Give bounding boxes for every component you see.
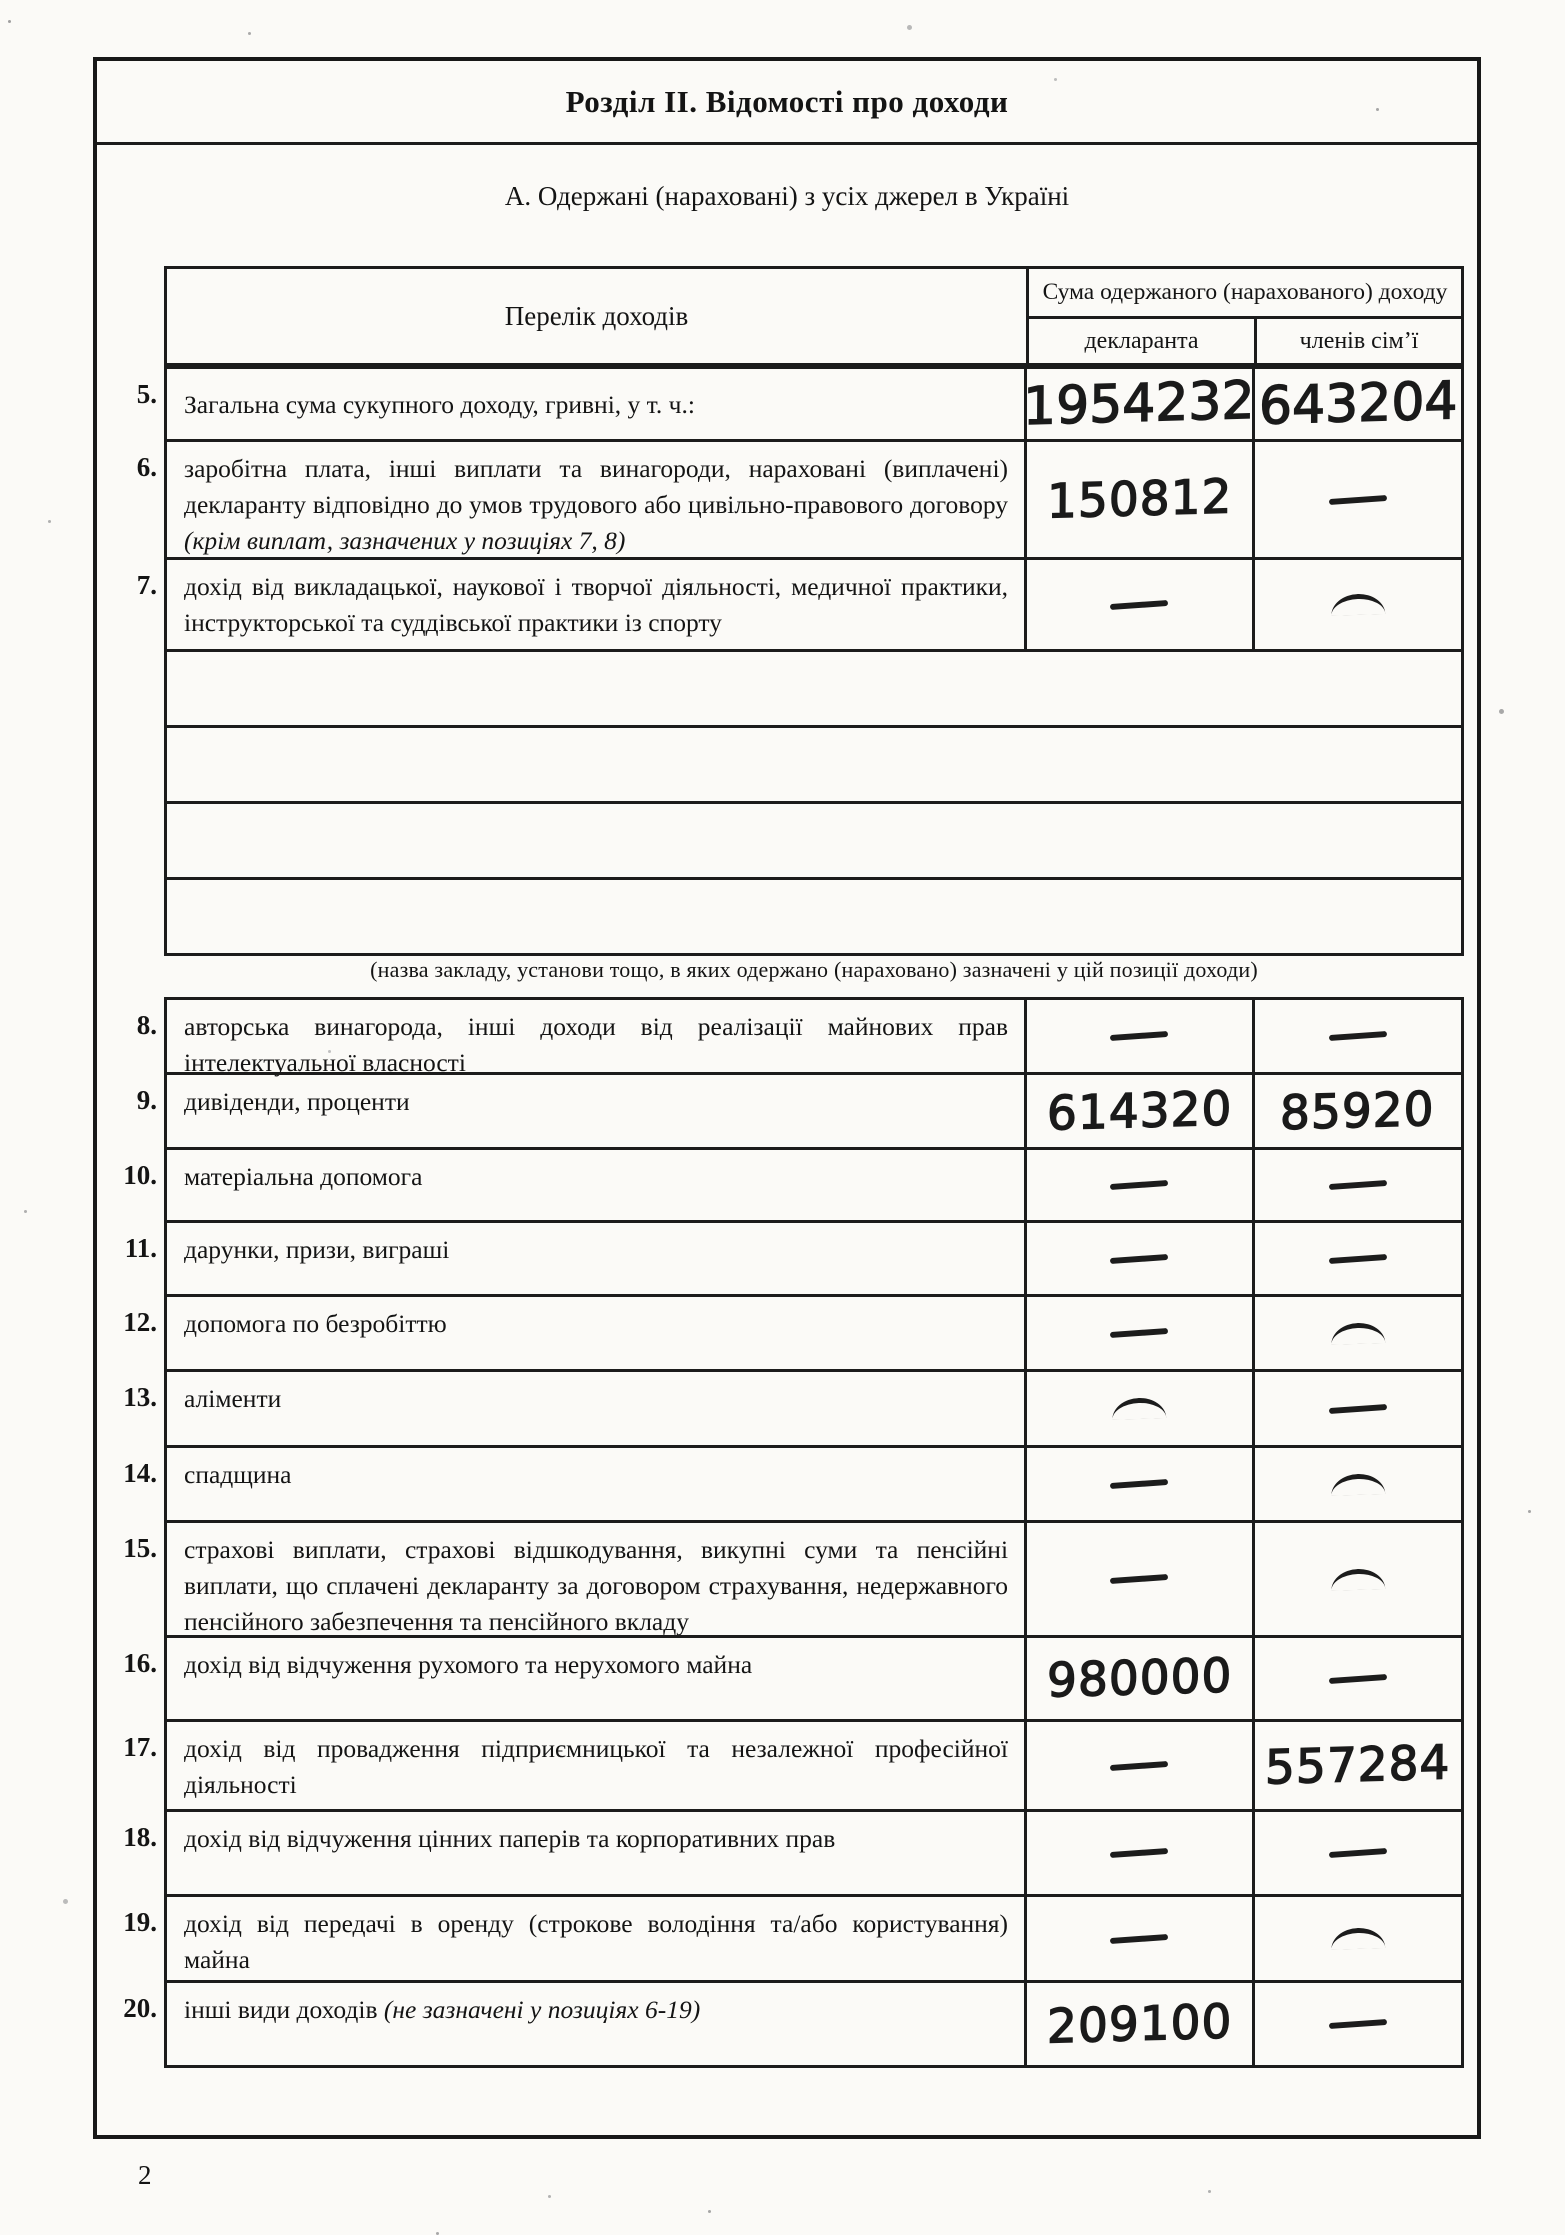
- dash-mark: [1110, 1031, 1168, 1041]
- blank-ruled-row: [167, 725, 1461, 801]
- declarant-value-cell: [1027, 442, 1254, 557]
- table-row: [123, 1147, 1461, 1220]
- declarant-value-cell: [1027, 1297, 1254, 1369]
- family-value-cell: [1255, 1150, 1462, 1220]
- dash-mark: [1110, 1933, 1168, 1943]
- declarant-value-cell: [1027, 1638, 1254, 1719]
- sum-subheaders: [1029, 319, 1461, 363]
- column-header-sum: Сума одержаного (нарахованого) доходу: [1029, 269, 1461, 319]
- declarant-value-cell: [1027, 1372, 1254, 1445]
- declarant-value-cell: [1027, 1983, 1254, 2065]
- family-value-cell: [1255, 1983, 1462, 2065]
- table-row: [123, 1809, 1461, 1894]
- row-label-italic: (не зазначені у позиціях 6-19): [383, 1995, 701, 2024]
- declarant-value-cell: [1027, 1523, 1254, 1635]
- handwritten-value: 557284: [1264, 1735, 1451, 1796]
- row-label: заробітна плата, інші виплати та винагороди, нараховані (виплачені) декларанту відповідно до умов трудового або цивільно-правового договору (крім виплат, зазначених у позиціях 7, 8): [167, 442, 1027, 557]
- declarant-value-cell: [1027, 1812, 1254, 1894]
- row-number: 13.: [123, 1382, 157, 1412]
- declarant-value-cell: [1027, 1000, 1254, 1072]
- row-label: дохід від провадження підприємницької та незалежної професійної діяльності: [167, 1722, 1027, 1809]
- table-row: [136, 439, 1461, 557]
- family-value-cell: [1255, 1372, 1462, 1445]
- income-table-main: [123, 997, 1464, 2068]
- handwritten-value: 85920: [1280, 1081, 1436, 1141]
- dash-mark: [1110, 1574, 1168, 1584]
- column-header-sum-group: [1029, 269, 1461, 363]
- row-number: 18.: [123, 1822, 157, 1852]
- form-border: [93, 57, 1481, 2139]
- row-number: 11.: [124, 1233, 157, 1263]
- dash-mark: [1329, 1031, 1387, 1041]
- page-number: 2: [138, 2160, 152, 2190]
- handwritten-value: 643204: [1258, 371, 1458, 437]
- row-number: 14.: [123, 1458, 157, 1488]
- curve-dash-mark: [1330, 1568, 1385, 1591]
- dash-mark: [1110, 1848, 1168, 1858]
- table-row: [136, 1072, 1461, 1147]
- table-row: [123, 1520, 1461, 1637]
- family-value-cell: [1255, 442, 1462, 557]
- family-value-cell: [1255, 1297, 1462, 1369]
- dash-mark: [1329, 494, 1387, 504]
- dash-mark: [1110, 599, 1168, 609]
- blank-ruled-row: [167, 649, 1461, 725]
- handwritten-value: 614320: [1046, 1080, 1233, 1142]
- row-number: 19.: [123, 1907, 157, 1937]
- dash-mark: [1329, 1403, 1387, 1413]
- blank-ruled-row: [167, 877, 1461, 953]
- family-value-cell: [1255, 1075, 1462, 1147]
- family-value-cell: [1255, 1223, 1462, 1294]
- table-row: [123, 1719, 1461, 1809]
- declarant-value-cell: [1027, 1448, 1254, 1520]
- table-row: [123, 1980, 1461, 2065]
- row-number: 16.: [123, 1648, 157, 1678]
- row-label: допомога по безробіттю: [167, 1297, 1027, 1369]
- dash-mark: [1110, 1328, 1168, 1338]
- row-label: дохід від відчуження цінних паперів та корпоративних прав: [167, 1812, 1027, 1894]
- row-label: дарунки, призи, виграші: [167, 1223, 1027, 1294]
- declarant-value-cell: [1027, 1150, 1254, 1220]
- section-heading: А. Одержані (нараховані) з усіх джерел в Україні: [504, 181, 1070, 211]
- table-row: [123, 1369, 1461, 1445]
- institution-caption: (назва закладу, установи тощо, в яких одержано (нараховано) зазначені у цій позиції доходи): [370, 957, 1258, 982]
- family-value-cell: [1255, 1000, 1462, 1072]
- family-value-cell: [1255, 1448, 1462, 1520]
- table-row: [124, 1220, 1461, 1294]
- dash-mark: [1110, 1253, 1168, 1263]
- table-row: [136, 1000, 1461, 1078]
- row-number: 6.: [136, 452, 157, 482]
- row-number: 10.: [123, 1160, 157, 1190]
- page-title: Розділ II. Відомості про доходи: [565, 83, 1009, 119]
- row-label: дохід від передачі в оренду (строкове володіння та/або користування) майна: [167, 1897, 1027, 1980]
- table-header: [167, 269, 1461, 366]
- row-number: 8.: [136, 1010, 157, 1040]
- declarant-value-cell: [1027, 1223, 1254, 1294]
- row-number: 7.: [136, 570, 157, 600]
- dash-mark: [1329, 1673, 1387, 1683]
- family-value-cell: [1255, 1638, 1462, 1719]
- row-label: дивіденди, проценти: [167, 1075, 1027, 1147]
- handwritten-value: 150812: [1046, 469, 1233, 530]
- row-label: інші види доходів (не зазначені у позиціях 6-19): [167, 1983, 1027, 2065]
- column-header-income-list: Перелік доходів: [167, 269, 1029, 363]
- row-number: 9.: [136, 1085, 157, 1115]
- dash-mark: [1110, 1180, 1168, 1190]
- family-value-cell: [1255, 1722, 1462, 1809]
- dash-mark: [1329, 1848, 1387, 1858]
- curve-dash-mark: [1330, 1927, 1385, 1950]
- curve-dash-mark: [1330, 1322, 1385, 1345]
- column-header-declarant: декларанта: [1029, 319, 1257, 363]
- curve-dash-mark: [1330, 593, 1385, 616]
- family-value-cell: [1255, 369, 1461, 439]
- declarant-value-cell: [1023, 369, 1256, 439]
- blank-ruled-row: [167, 801, 1461, 877]
- row-label: Загальна сума сукупного доходу, гривні, у т. ч.:: [167, 369, 1027, 439]
- family-value-cell: [1255, 1812, 1462, 1894]
- row-label-italic: (крім виплат, зазначених у позиціях 7, 8): [184, 526, 626, 556]
- row-number: 5.: [136, 379, 157, 409]
- table-row: [123, 1635, 1461, 1719]
- family-value-cell: [1255, 1897, 1462, 1980]
- family-value-cell: [1255, 560, 1462, 649]
- dash-mark: [1329, 2019, 1387, 2029]
- row-label: дохід від відчуження рухомого та нерухомого майна: [167, 1638, 1027, 1719]
- curve-dash-mark: [1330, 1473, 1385, 1496]
- column-header-family: членів сім’ї: [1299, 327, 1419, 354]
- family-value-cell: [1255, 1523, 1462, 1635]
- row-label: дохід від викладацької, наукової і творчої діяльності, медичної практики, інструкторської та суддівської практики із спорту: [167, 560, 1027, 649]
- declarant-value-cell: [1027, 1075, 1254, 1147]
- declarant-value-cell: [1027, 560, 1254, 649]
- row-number: 17.: [123, 1732, 157, 1762]
- declarant-value-cell: [1027, 1897, 1254, 1980]
- income-table-top: [136, 266, 1464, 956]
- row-label: спадщина: [167, 1448, 1027, 1520]
- handwritten-value: 980000: [1046, 1648, 1233, 1709]
- dash-mark: [1329, 1253, 1387, 1263]
- dash-mark: [1110, 1479, 1168, 1489]
- table-row: [136, 557, 1461, 649]
- title-band: [97, 61, 1477, 145]
- handwritten-value: 209100: [1046, 1993, 1233, 2055]
- dash-mark: [1329, 1180, 1387, 1190]
- declarant-value-cell: [1027, 1722, 1254, 1809]
- row-number: 12.: [123, 1307, 157, 1337]
- table-row: [123, 1294, 1461, 1369]
- table-row: [123, 1445, 1461, 1520]
- table-row: [136, 366, 1461, 439]
- row-number: 15.: [123, 1533, 157, 1563]
- handwritten-value: 1954232: [1023, 370, 1256, 438]
- row-label: авторська винагорода, інші доходи від реалізації майнових прав інтелектуальної власності: [167, 1000, 1027, 1072]
- row-label: матеріальна допомога: [167, 1150, 1027, 1220]
- table-row: [123, 1894, 1461, 1980]
- curve-dash-mark: [1112, 1397, 1167, 1420]
- row-label: страхові виплати, страхові відшкодування, викупні суми та пенсійні виплати, що сплачені декларанту за договором страхування, недержавного пенсійного забезпечення та пенсійного вкладу: [167, 1523, 1027, 1635]
- dash-mark: [1110, 1760, 1168, 1770]
- row-number: 20.: [123, 1993, 157, 2023]
- row-label: аліменти: [167, 1372, 1027, 1445]
